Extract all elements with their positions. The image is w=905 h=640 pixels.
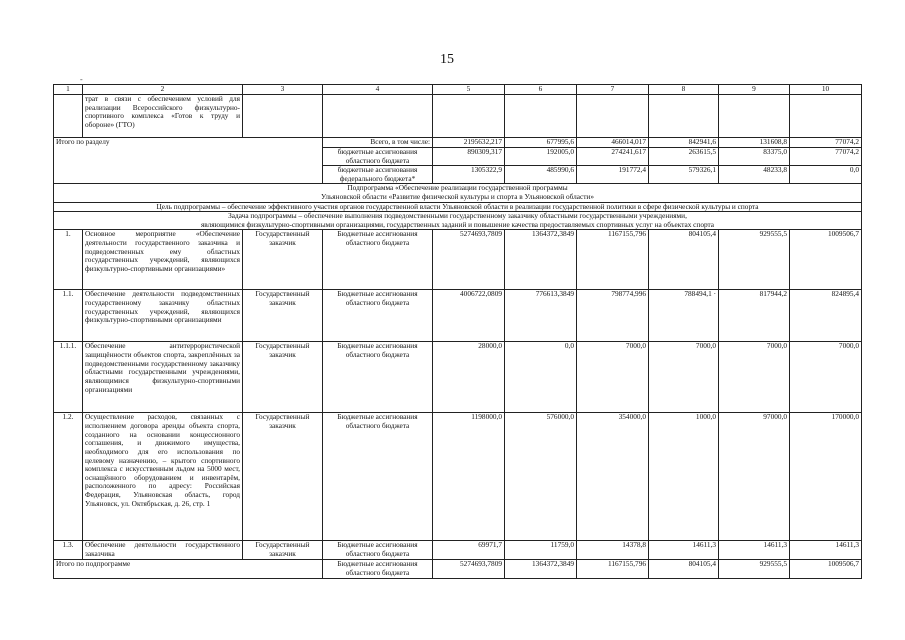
page-number: 15	[440, 52, 454, 67]
value-cell: 77074,2	[790, 148, 862, 166]
funding-source: Бюджетные ассигнования областного бюджета	[323, 342, 433, 413]
subprogram-title-row	[54, 184, 862, 202]
value-cell: 466014,017	[577, 138, 649, 148]
value-cell: 354000,0	[577, 413, 649, 541]
value-cell: 7000,0	[719, 342, 790, 413]
customer: Государственный заказчик	[243, 541, 323, 560]
value-cell: 804105,4	[649, 230, 719, 290]
activity-name: Осуществление расходов, связанных с исполнением договора аренды объекта спорта, созданного на основании концессионного соглашения, и движимого имущества, необходимого для его использования по целевому назначению, – крытого спортивного комплекса с искусственным льдом на 5000 мест, оснащённого оборудованием и инвентарём, расположенного по адресу: Российская Федерация, Ульяновская область, город Ульяновск, ул. Октябрьская, д. 26, стр. 1	[83, 413, 243, 541]
value-cell: 804105,4	[649, 560, 719, 578]
value-cell: 2195632,217	[433, 138, 505, 148]
value-cell: 1364372,3849	[505, 230, 577, 290]
value-cell: 1167155,796	[577, 230, 649, 290]
customer: Государственный заказчик	[243, 342, 323, 413]
value-cell: 97000,0	[719, 413, 790, 541]
corner-mark: -	[80, 75, 83, 84]
value-cell: 274241,617	[577, 148, 649, 166]
value-cell: 48233,8	[719, 166, 790, 184]
subprogram-title: Подпрограмма «Обеспечение реализации государственной программы	[347, 183, 568, 193]
table-row	[54, 290, 862, 342]
value-cell: 1305322,9	[433, 166, 505, 184]
value-cell: 776613,3849	[505, 290, 577, 342]
funding-source: Бюджетные ассигнования областного бюджета	[323, 413, 433, 541]
activity-name: Обеспечение деятельности подведомственных государственному заказчику областных государственных учреждений, являющихся физкультурно-спортивными организациями	[83, 290, 243, 342]
value-cell: 1167155,796	[577, 560, 649, 578]
customer: Государственный заказчик	[243, 230, 323, 290]
value-cell: 1198000,0	[433, 413, 505, 541]
column-header: 10	[790, 85, 862, 95]
table-row	[54, 138, 862, 148]
activity-name: Основное мероприятие «Обеспечение деятельности государственного заказчика и подведомственных ему областных государственных учреждений, являющихся физкультурно-спортивными организациями»	[83, 230, 243, 290]
value-cell: 77074,2	[790, 138, 862, 148]
table-row	[54, 413, 862, 541]
value-cell: 1000,0	[649, 413, 719, 541]
value-cell: 7000,0	[649, 342, 719, 413]
row-number: 1.3.	[54, 541, 83, 560]
value-cell: 14611,3	[649, 541, 719, 560]
column-header: 5	[433, 85, 505, 95]
funding-source: Бюджетные ассигнования областного бюджета	[323, 541, 433, 560]
value-cell: 191772,4	[577, 166, 649, 184]
value-cell: 7000,0	[790, 342, 862, 413]
subprogram-task-row	[54, 212, 862, 230]
value-cell: 929555,5	[719, 230, 790, 290]
funding-source: Бюджетные ассигнования областного бюджета	[323, 560, 433, 578]
column-header: 4	[323, 85, 433, 95]
value-cell: 4006722,0809	[433, 290, 505, 342]
subprogram-total-label: Итого по подпрограмме	[54, 560, 323, 578]
column-number-row	[54, 85, 862, 95]
value-cell: 788494,1 ·	[649, 290, 719, 342]
value-cell: 576000,0	[505, 413, 577, 541]
funding-source: бюджетные ассигнования областного бюджета	[323, 148, 433, 166]
value-cell: 14611,3	[790, 541, 862, 560]
funding-source: Всего, в том числе:	[323, 138, 433, 148]
value-cell: 0,0	[790, 166, 862, 184]
activity-name: Обеспечение деятельности государственного заказчика	[83, 541, 243, 560]
value-cell: 0,0	[505, 342, 577, 413]
value-cell: 1009506,7	[790, 560, 862, 578]
column-header: 6	[505, 85, 577, 95]
value-cell: 1009506,7	[790, 230, 862, 290]
value-cell: 69971,7	[433, 541, 505, 560]
value-cell: 28000,0	[433, 342, 505, 413]
value-cell: 14378,8	[577, 541, 649, 560]
value-cell: 14611,3	[719, 541, 790, 560]
table-row	[54, 230, 862, 290]
activity-name: трат в связи с обеспечением условий для реализации Всероссийского физкультурно-спортивного комплекса «Готов к труду и обороне» (ГТО)	[83, 95, 243, 138]
value-cell: 485990,6	[505, 166, 577, 184]
value-cell: 890309,317	[433, 148, 505, 166]
row-number: 1.	[54, 230, 83, 290]
value-cell: 817944,2	[719, 290, 790, 342]
value-cell: 798774,996	[577, 290, 649, 342]
value-cell: 5274693,7809	[433, 560, 505, 578]
value-cell: 677995,6	[505, 138, 577, 148]
value-cell: 11759,0	[505, 541, 577, 560]
row-number: 1.1.1.	[54, 342, 83, 413]
column-header: 3	[243, 85, 323, 95]
column-header: 2	[83, 85, 243, 95]
table-row	[54, 560, 862, 578]
budget-table	[53, 84, 862, 579]
section-total-label: Итого по разделу	[54, 138, 323, 184]
column-header: 9	[719, 85, 790, 95]
subprogram-title-cont: Ульяновской области «Развитие физической культуры и спорта в Ульяновской области»	[321, 192, 594, 202]
row-number: 1.1.	[54, 290, 83, 342]
funding-source: бюджетные ассигнования федерального бюджета*	[323, 166, 433, 184]
subprogram-task: Задача подпрограммы – обеспечение выполнения подведомственными государственному заказчику областными государственными учреждениями,	[228, 211, 687, 221]
subprogram-goal: Цель подпрограммы – обеспечение эффективного участия органов государственной власти Ульяновской области в реализации государственной политики в сфере физической культуры и спорта	[54, 202, 862, 212]
customer: Государственный заказчик	[243, 413, 323, 541]
row-number: 1.2.	[54, 413, 83, 541]
value-cell: 824895,4	[790, 290, 862, 342]
table-row	[54, 342, 862, 413]
column-header: 1	[54, 85, 83, 95]
activity-name: Обеспечение антитеррористической защищённости объектов спорта, закреплённых за подведомственными государственному заказчику областными государственными учреждениями, являющимися физкультурно-спортивными организациями	[83, 342, 243, 413]
value-cell: 263615,5	[649, 148, 719, 166]
column-header: 8	[649, 85, 719, 95]
column-header: 7	[577, 85, 649, 95]
value-cell: 170000,0	[790, 413, 862, 541]
table-row	[54, 541, 862, 560]
funding-source: Бюджетные ассигнования областного бюджета	[323, 290, 433, 342]
funding-source: Бюджетные ассигнования областного бюджета	[323, 230, 433, 290]
value-cell: 131608,8	[719, 138, 790, 148]
subprogram-task-cont: являющимися физкультурно-спортивными организациями, государственных заданий и повышение качества предоставляемых спортивных услуг на объектах спорта	[200, 219, 715, 229]
value-cell: 929555,5	[719, 560, 790, 578]
value-cell: 842941,6	[649, 138, 719, 148]
table-row	[54, 95, 862, 138]
value-cell: 7000,0	[577, 342, 649, 413]
value-cell: 192005,0	[505, 148, 577, 166]
subprogram-goal-row	[54, 202, 862, 212]
value-cell: 579326,1	[649, 166, 719, 184]
value-cell: 83375,0	[719, 148, 790, 166]
value-cell: 1364372,3849	[505, 560, 577, 578]
value-cell: 5274693,7809	[433, 230, 505, 290]
customer: Государственный заказчик	[243, 290, 323, 342]
